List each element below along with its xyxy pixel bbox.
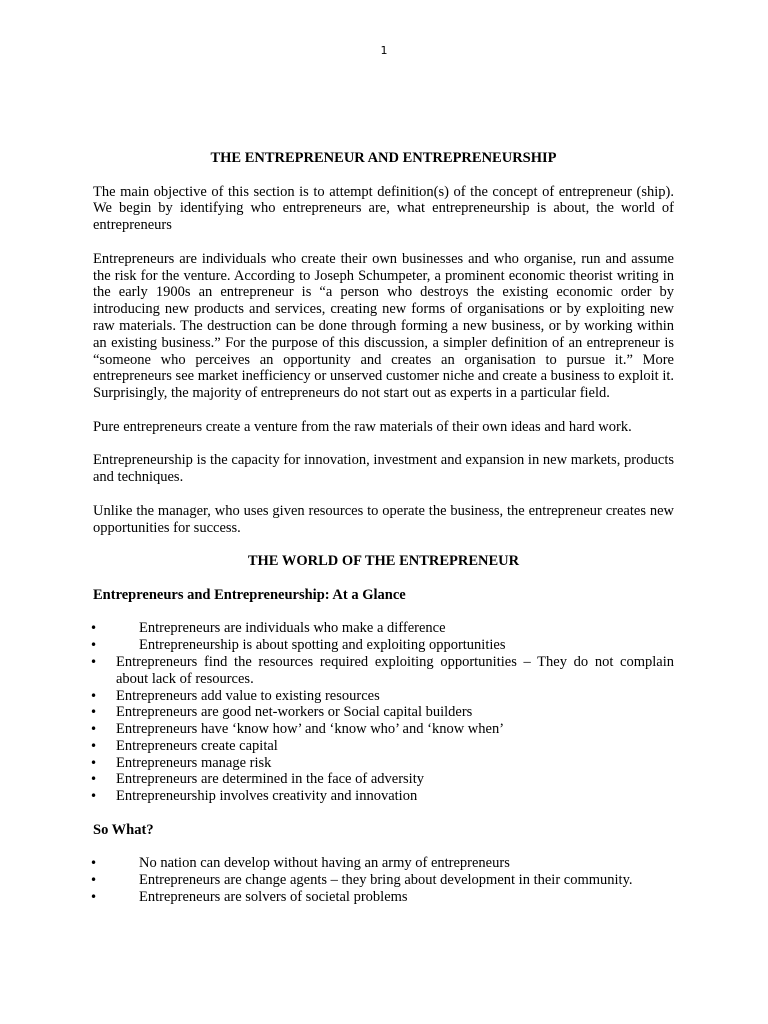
list-item xyxy=(90,872,674,889)
list-item-text: Entrepreneurs manage risk xyxy=(116,754,272,771)
list-item xyxy=(90,855,674,872)
list-item-text: Entrepreneurs create capital xyxy=(116,737,278,754)
document-title: THE ENTREPRENEUR AND ENTREPRENEURSHIP xyxy=(210,150,557,166)
section-title: THE WORLD OF THE ENTREPRENEUR xyxy=(247,553,520,570)
spacer xyxy=(93,570,674,587)
bullet-icon: • xyxy=(90,654,98,669)
spacer xyxy=(93,402,674,419)
list-item xyxy=(90,788,674,805)
pure-entrepreneurs-paragraph: Pure entrepreneurs create a venture from the raw materials of their own ideas and hard work. xyxy=(93,418,632,435)
bullet-icon: • xyxy=(90,621,98,636)
bullet-icon: • xyxy=(90,638,98,653)
glance-heading: Entrepreneurs and Entrepreneurship: At a Glance xyxy=(93,586,406,603)
bullet-icon: • xyxy=(90,856,98,871)
spacer xyxy=(93,805,674,822)
list-item-text: Entrepreneurship is about spotting and exploiting opportunities xyxy=(139,637,506,654)
bullet-icon: • xyxy=(90,738,98,753)
bullet-icon: • xyxy=(90,722,98,737)
bullet-icon: • xyxy=(90,705,98,720)
bullet-icon: • xyxy=(90,755,98,770)
document-body xyxy=(90,150,674,906)
spacer xyxy=(93,167,674,184)
entrepreneurship-paragraph: Entrepreneurship is the capacity for innovation, investment and expansion in new markets, products and techniques. xyxy=(93,452,674,486)
bullet-icon: • xyxy=(90,873,98,888)
bullet-icon: • xyxy=(90,688,98,703)
list-item-text: Entrepreneurs are change agents – they bring about development in their community. xyxy=(139,872,633,889)
list-item xyxy=(90,620,674,637)
list-item xyxy=(90,771,674,788)
manager-paragraph: Unlike the manager, who uses given resources to operate the business, the entrepreneur creates new opportunities for success. xyxy=(93,502,674,536)
list-item-text: Entrepreneurs have ‘know how’ and ‘know who’ and ‘know when’ xyxy=(116,721,505,738)
list-item xyxy=(90,889,674,906)
list-item-text: Entrepreneurs are individuals who make a difference xyxy=(139,620,446,637)
bullet-icon: • xyxy=(90,890,98,905)
bullet-icon: • xyxy=(90,789,98,804)
spacer xyxy=(93,486,674,503)
so-what-list xyxy=(90,855,674,906)
list-item-text: Entrepreneurs are solvers of societal problems xyxy=(139,889,408,906)
bullet-icon: • xyxy=(90,772,98,787)
list-item-text: Entrepreneurs find the resources required exploiting opportunities – They do not complain about lack of resources. xyxy=(116,653,674,687)
list-item xyxy=(90,737,674,755)
page-number: 1 xyxy=(380,44,388,57)
list-item-text: Entrepreneurs add value to existing resources xyxy=(116,687,380,704)
glance-list xyxy=(90,620,674,805)
spacer xyxy=(93,436,674,453)
spacer xyxy=(93,234,674,251)
list-item xyxy=(90,721,674,738)
list-item-text: Entrepreneurs are good net-workers or Social capital builders xyxy=(116,704,473,721)
list-item xyxy=(90,637,674,654)
spacer xyxy=(93,536,674,553)
intro-paragraph: The main objective of this section is to attempt definition(s) of the concept of entrepreneur (ship). We begin by identifying who entrepreneurs are, what entrepreneurship is about, the world of entrepreneurs xyxy=(93,183,674,234)
spacer xyxy=(93,604,674,621)
so-what-heading: So What? xyxy=(93,821,154,838)
definition-paragraph: Entrepreneurs are individuals who create their own businesses and who organise, run and assume the risk for the venture. According to Joseph Schumpeter, a prominent economic theorist writing in the early 1900s an entrepreneur is “a person who destroys the existing economic order by introducing new products and services, creating new forms of organisations or by exploiting new raw materials. The destruction can be done through forming a new business, or by working within an existing business.” For the purpose of this discussion, a simpler definition of an entrepreneur is “someone who perceives an opportunity and creates an organisation to pursue it.” More entrepreneurs see market inefficiency or unserved customer niche and create a business to exploit it. Surprisingly, the majority of entrepreneurs do not start out as experts in a particular field. xyxy=(93,250,674,402)
list-item xyxy=(90,653,674,688)
spacer xyxy=(93,839,674,856)
list-item xyxy=(90,754,674,772)
list-item xyxy=(90,704,674,721)
list-item-text: Entrepreneurs are determined in the face of adversity xyxy=(116,771,424,788)
list-item xyxy=(90,687,674,705)
list-item-text: No nation can develop without having an army of entrepreneurs xyxy=(139,855,510,872)
list-item-text: Entrepreneurship involves creativity and innovation xyxy=(116,788,418,805)
